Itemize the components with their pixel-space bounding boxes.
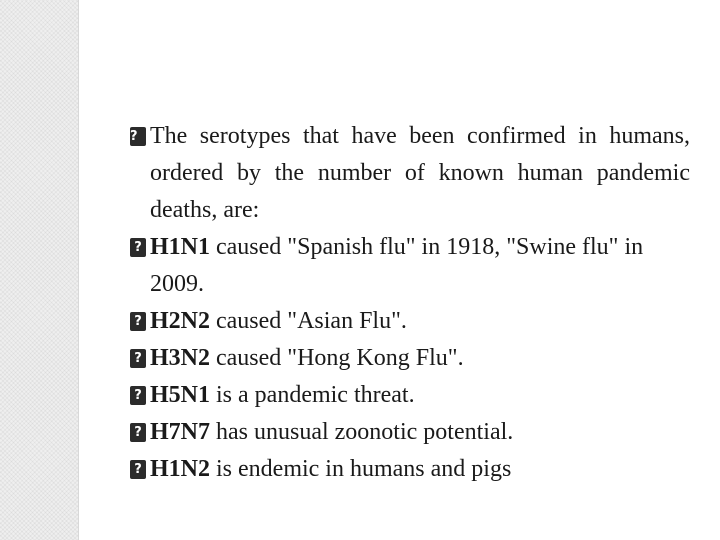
strain-description: is a pandemic threat. [210,382,415,408]
bullet-h5n1 [130,377,690,414]
slide-body [130,118,690,488]
replacement-character-icon [130,423,146,442]
replacement-character-icon [130,460,146,479]
bullet-h1n1 [130,229,690,303]
strain-name: H3N2 [150,345,210,371]
replacement-character-icon [130,386,146,405]
left-decorative-band [0,0,78,540]
intro-text: The serotypes that have been confirmed in humans, ordered by the number of known human pandemic deaths, are: [150,123,690,223]
bullet-h3n2 [130,340,690,377]
strain-description: caused "Asian Flu". [210,308,407,334]
strain-name: H1N1 [150,234,210,260]
left-band-divider [78,0,79,540]
bullet-h1n2 [130,451,690,488]
strain-description: caused "Spanish flu" in 1918, "Swine flu" in 2009. [150,234,644,297]
replacement-character-icon [130,312,146,331]
bullet-h7n7 [130,414,690,451]
strain-description: caused "Hong Kong Flu". [210,345,464,371]
bullet-h2n2 [130,303,690,340]
strain-description: has unusual zoonotic potential. [210,419,514,445]
replacement-character-icon [130,127,146,146]
strain-name: H7N7 [150,419,210,445]
replacement-character-icon [130,349,146,368]
replacement-character-icon [130,238,146,257]
strain-description: is endemic in humans and pigs [210,456,512,482]
bullet-intro [130,118,690,229]
strain-name: H2N2 [150,308,210,334]
strain-name: H5N1 [150,382,210,408]
strain-name: H1N2 [150,456,210,482]
